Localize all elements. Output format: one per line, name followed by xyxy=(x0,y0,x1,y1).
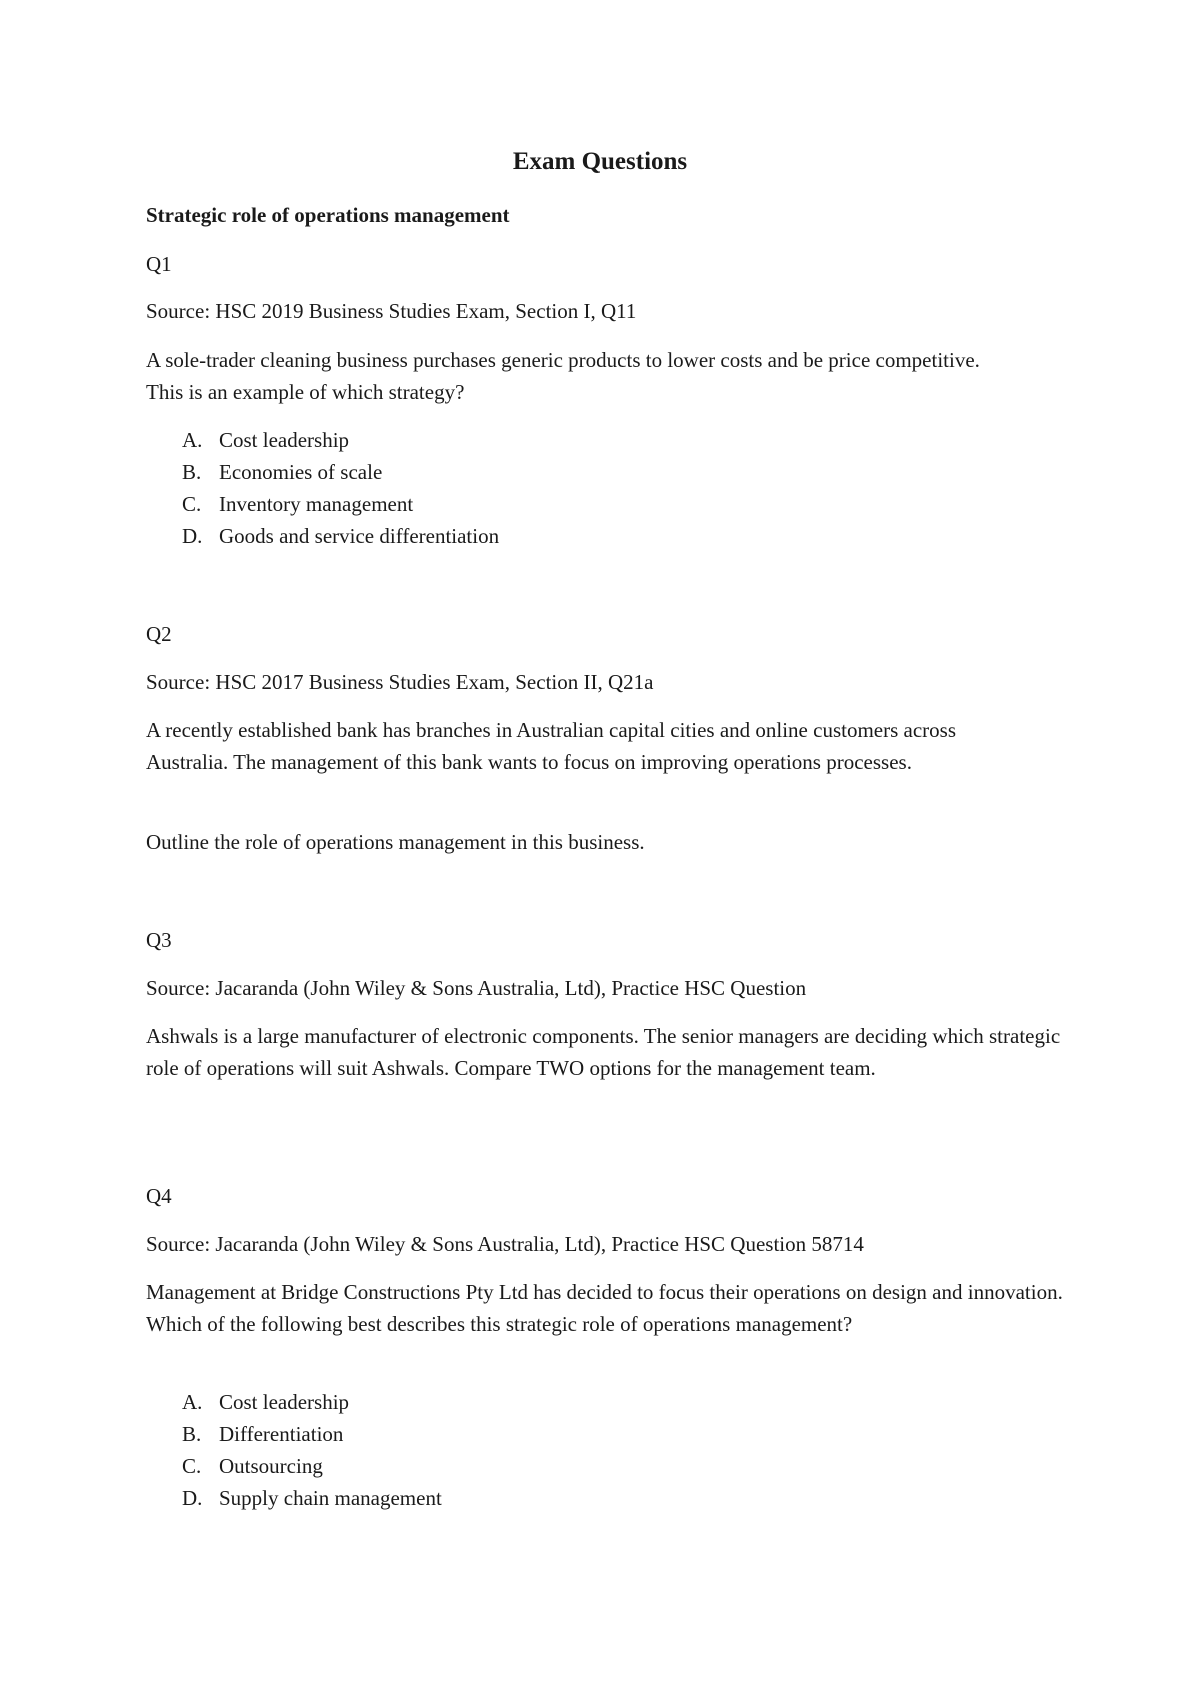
question-text: Outline the role of operations management in this business. xyxy=(146,830,645,854)
question-label: Q4 xyxy=(146,1184,172,1208)
option-letter: D. xyxy=(182,1486,203,1510)
answer-option xyxy=(182,1482,442,1514)
option-letter: A. xyxy=(182,1390,203,1414)
question-source: Source: HSC 2017 Business Studies Exam, Section II, Q21a xyxy=(146,670,654,694)
question-text: Management at Bridge Constructions Pty Ltd has decided to focus their operations on design and innovation. Which of the following best describes this strategic role of operations management? xyxy=(146,1280,1063,1336)
answer-options xyxy=(182,424,499,552)
option-letter: C. xyxy=(182,1454,202,1478)
option-letter: C. xyxy=(182,492,202,516)
answer-option xyxy=(182,424,499,456)
page-title: Exam Questions xyxy=(512,148,688,175)
option-text: Inventory management xyxy=(219,492,414,516)
option-letter: B. xyxy=(182,1422,202,1446)
option-text: Goods and service differentiation xyxy=(219,524,500,548)
option-text: Cost leadership xyxy=(219,428,350,452)
question-label: Q3 xyxy=(146,928,172,952)
answer-option xyxy=(182,520,499,552)
option-text: Cost leadership xyxy=(219,1390,350,1414)
question-label: Q2 xyxy=(146,622,172,646)
answer-options xyxy=(182,1386,442,1514)
question-source: Source: Jacaranda (John Wiley & Sons Australia, Ltd), Practice HSC Question 58714 xyxy=(146,1232,864,1256)
answer-option xyxy=(182,1450,442,1482)
question-source: Source: Jacaranda (John Wiley & Sons Australia, Ltd), Practice HSC Question xyxy=(146,976,807,1000)
question-text: Ashwals is a large manufacturer of electronic components. The senior managers are deciding which strategic role of operations will suit Ashwals. Compare TWO options for the management team. xyxy=(146,1024,1061,1080)
option-text: Economies of scale xyxy=(219,460,383,484)
section-heading: Strategic role of operations management xyxy=(146,203,510,227)
option-text: Supply chain management xyxy=(219,1486,442,1510)
option-letter: D. xyxy=(182,524,203,548)
question-label: Q1 xyxy=(146,252,172,276)
question-text: A sole-trader cleaning business purchases generic products to lower costs and be price competitive. This is an example of which strategy? xyxy=(146,348,980,404)
answer-option xyxy=(182,1386,442,1418)
option-letter: B. xyxy=(182,460,202,484)
option-letter: A. xyxy=(182,428,203,452)
answer-option xyxy=(182,1418,442,1450)
answer-option xyxy=(182,488,499,520)
option-text: Outsourcing xyxy=(219,1454,323,1478)
answer-option xyxy=(182,456,499,488)
question-text: A recently established bank has branches in Australian capital cities and online customers across Australia. The management of this bank wants to focus on improving operations processes. xyxy=(146,718,957,774)
option-text: Differentiation xyxy=(219,1422,344,1446)
question-source: Source: HSC 2019 Business Studies Exam, Section I, Q11 xyxy=(146,299,637,323)
